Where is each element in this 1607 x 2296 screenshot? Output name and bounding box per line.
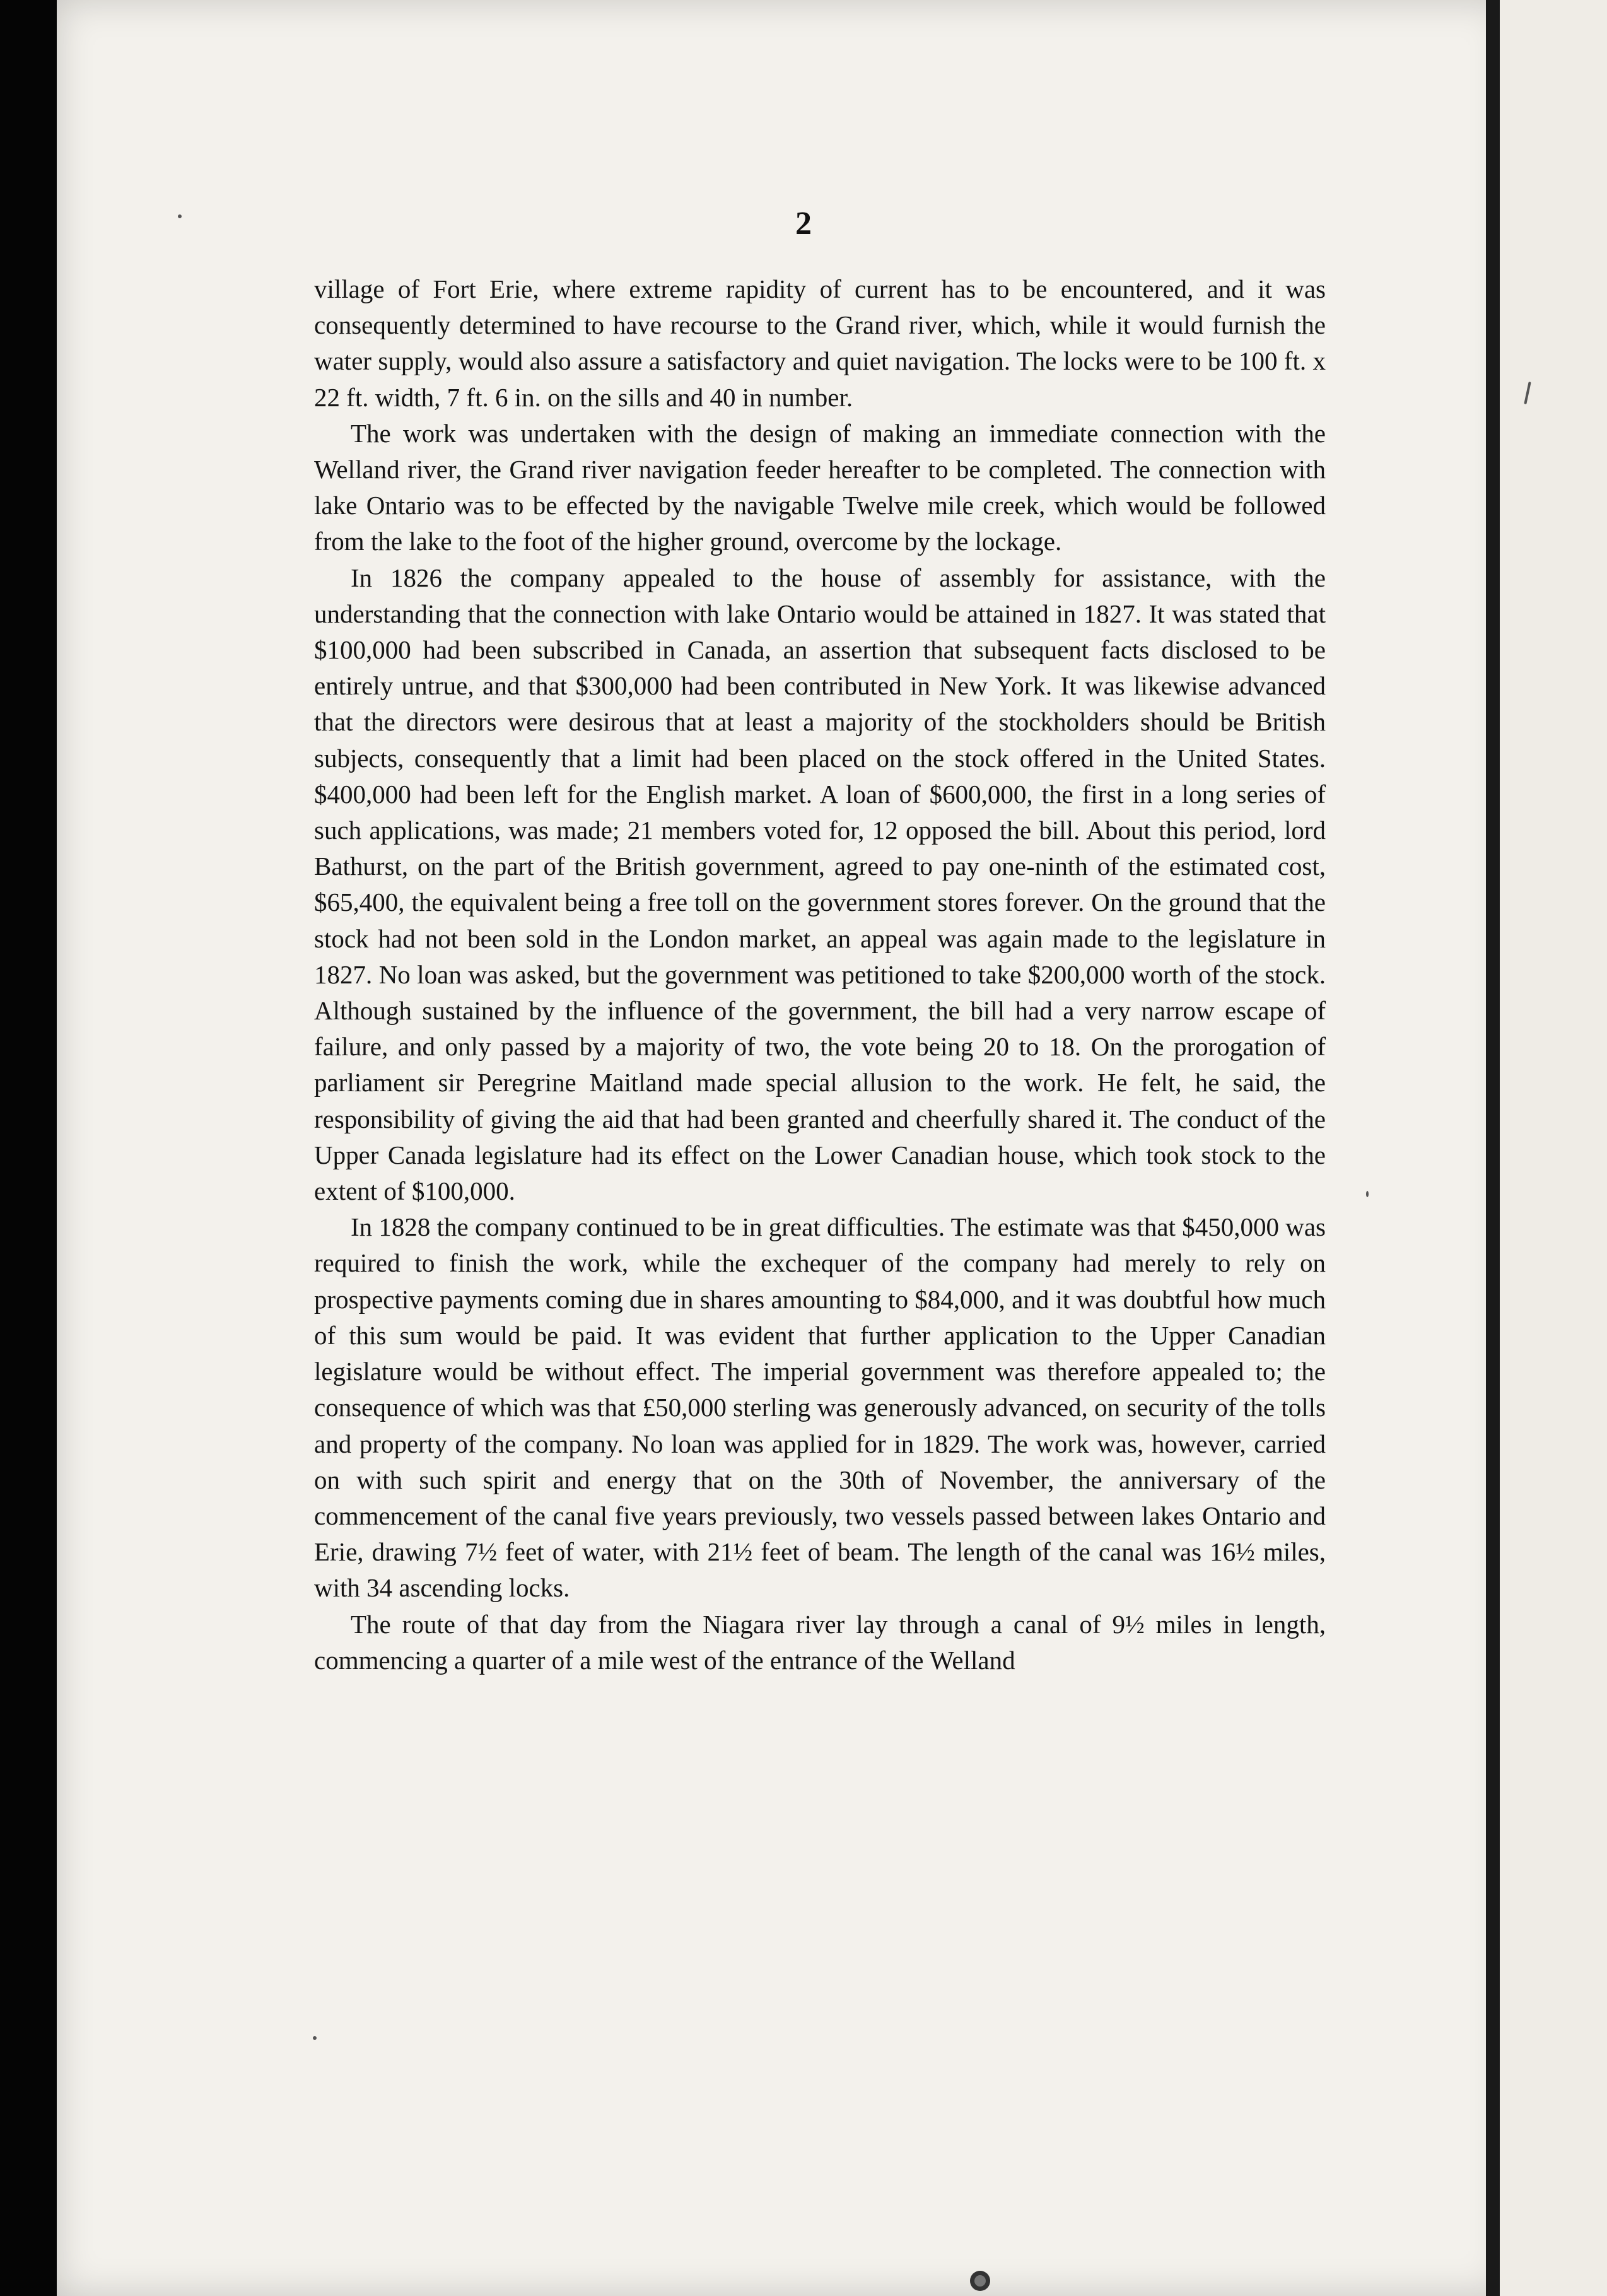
body-text [314,271,1326,1678]
paragraph: village of Fort Erie, where extreme rapidity of current has to be encountered, and it was consequently determined to have recourse to the Grand river, which, while it would furnish the water supply, would also assure a satisfactory and quiet navigation. The locks were to be 100 ft. x 22 ft. width, 7 ft. 6 in. on the sills and 40 in number. [314,274,1326,412]
scan-right-margin [1500,0,1607,2296]
paragraph: In 1828 the company continued to be in great difficulties. The estimate was that $450,000 was required to finish the work, while the exchequer of the company had merely to rely on prospective payments coming due in shares amounting to $84,000, and it was doubtful how much of this sum would be paid. It was evident that further application to the Upper Canadian legislature would be without effect. The imperial government was therefore appealed to; the consequence of which was that £50,000 sterling was generously advanced, on security of the tolls and property of the company. No loan was applied for in 1829. The work was, however, carried on with such spirit and energy that on the 30th of November, the anniversary of the commencement of the canal five years previously, two vessels passed between lakes Ontario and Erie, drawing 7½ feet of water, with 21½ feet of beam. The length of the canal was 16½ miles, with 34 ascending locks. [314,1212,1326,1603]
paragraph: In 1826 the company appealed to the house of assembly for assistance, with the understanding that the connection with lake Ontario would be attained in 1827. It was stated that $100,000 had been subscribed in Canada, an assertion that subsequent facts disclosed to be entirely untrue, and that $300,000 had been contributed in New York. It was likewise advanced that the directors were desirous that at least a majority of the stockholders should be British subjects, consequently that a limit had been placed on the stock offered in the United States. $400,000 had been left for the English market. A loan of $600,000, the first in a long series of such applications, was made; 21 members voted for, 12 opposed the bill. About this period, lord Bathurst, on the part of the British government, agreed to pay one-ninth of the estimated cost, $65,400, the equivalent being a free toll on the government stores forever. On the ground that the stock had not been sold in the London market, an appeal was again made to the legislature in 1827. No loan was asked, but the government was petitioned to take $200,000 worth of the stock. Although sustained by the influence of the government, the bill had a very narrow escape of failure, and only passed by a majority of two, the vote being 20 to 18. On the prorogation of parliament sir Peregrine Maitland made special allusion to the work. He felt, he said, the responsibility of giving the aid that had been granted and cheerfully shared it. The conduct of the Upper Canada legislature had its effect on the Lower Canadian house, which took stock to the extent of $100,000. [314,563,1326,1206]
scan-speck [1366,1191,1369,1197]
scan-left-edge [0,0,57,2296]
scan-speck [313,2036,317,2040]
scan-gutter [1486,0,1500,2296]
paragraph: The work was undertaken with the design of making an immediate connection with the Welland river, the Grand river navigation feeder hereafter to be completed. The connection with lake Ontario was to be effected by the navigable Twelve mile creek, which would be followed from the lake to the foot of the higher ground, overcome by the lockage. [314,418,1326,556]
library-stamp-icon [966,2270,994,2292]
paragraph: The route of that day from the Niagara river lay through a canal of 9½ miles in length, commencing a quarter of a mile west of the entrance of the Welland [314,1609,1326,1675]
scan-speck [178,214,182,218]
page-number: 2 [795,206,812,242]
